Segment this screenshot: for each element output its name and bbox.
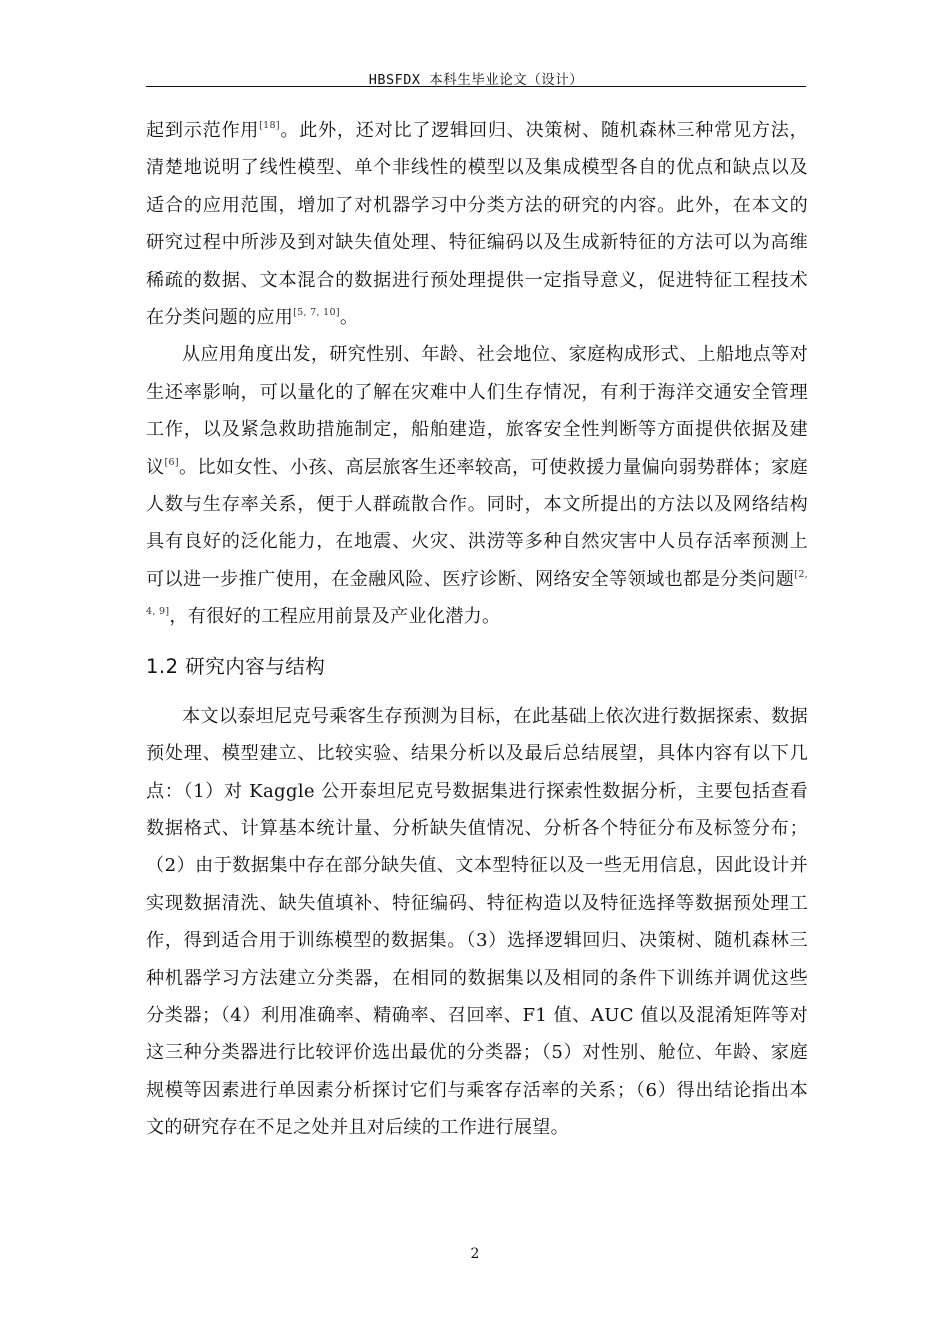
paragraph-research-content: 本文以泰坦尼克号乘客生存预测为目标，在此基础上依次进行数据探索、数据预处理、模型建立、比较实验、结果分析以及最后总结展望，具体内容有以下几点：（1）对 Kaggle 公开泰坦尼克号数据集进行探索性数据分析，主要包括查看数据格式、计算基本统计量、分析缺失值情况、分析各个特征分布及标签分布；（2）由于数据集中存在部分缺失值、文本型特征以及一些无用信息，因此设计并实现数据清洗、缺失值填补、特征编码、特征构造以及特征选择等数据预处理工作，得到适合用于训练模型的数据集。（3）选择逻辑回归、决策树、随机森林三种机器学习方法建立分类器，在相同的数据集以及相同的条件下训练并调优这些分类器；（4）利用准确率、精确率、召回率、F1 值、AUC 值以及混淆矩阵等对这三种分类器进行比较评价选出最优的分类器；（5）对性别、舱位、年龄、家庭规模等因素进行单因素分析探讨它们与乘客存活率的关系；（6）得出结论指出本文的研究存在不足之处并且对后续的工作进行展望。 [146, 705, 808, 1139]
paragraph-text: 。此外，还对比了逻辑回归、决策树、随机森林三种常见方法，清楚地说明了线性模型、单个非线性的模型以及集成模型各自的优点和缺点以及适合的应用范围，增加了对机器学习中分类方法的研究的内容。此外，在本文的研究过程中所涉及到对缺失值处理、特征编码以及生成新特征的方法可以为高维稀疏的数据、文本混合的数据进行预处理提供一定指导意义，促进特征工程技术在分类问题的应用 [146, 120, 808, 329]
citation-ref: [5, 7, 10] [293, 307, 340, 319]
section-heading: 1.2 研究内容与结构 [146, 654, 326, 678]
citation-ref: [6] [164, 456, 179, 468]
paragraph-significance-theory [146, 112, 808, 336]
paragraph-text: 。 [339, 307, 359, 329]
page-number: 2 [470, 1246, 480, 1262]
body-text [146, 112, 808, 1147]
paragraph-text: 。比如女性、小孩、高层旅客生还率较高，可使救援力量偏向弱势群体；家庭人数与生存率关系，便于人群疏散合作。同时，本文所提出的方法以及网络结构具有良好的泛化能力，在地震、火灾、洪涝等多种自然灾害中人员存活率预测上可以进一步推广使用，在金融风险、医疗诊断、网络安全等领域也都是分类问题 [146, 456, 808, 590]
paragraph-significance-application [146, 336, 808, 635]
paragraph-text: 起到示范作用 [146, 120, 260, 141]
running-header: HBSFDX 本科生毕业论文（设计） [368, 72, 584, 88]
citation-ref: [18] [259, 120, 280, 131]
paragraph-text: 从应用角度出发，研究性别、年龄、社会地位、家庭构成形式、上船地点等对生还率影响，可以量化的了解在灾难中人们生存情况，有利于海洋交通安全管理工作，以及紧急救助措施制定，船舶建造，旅客安全性判断等方面提供依据及建议 [146, 344, 808, 478]
citation-ref: [2, 4, 9] [146, 568, 808, 618]
paragraph-text: ，有很好的工程应用前景及产业化潜力。 [169, 606, 501, 628]
header-rule [146, 86, 806, 87]
